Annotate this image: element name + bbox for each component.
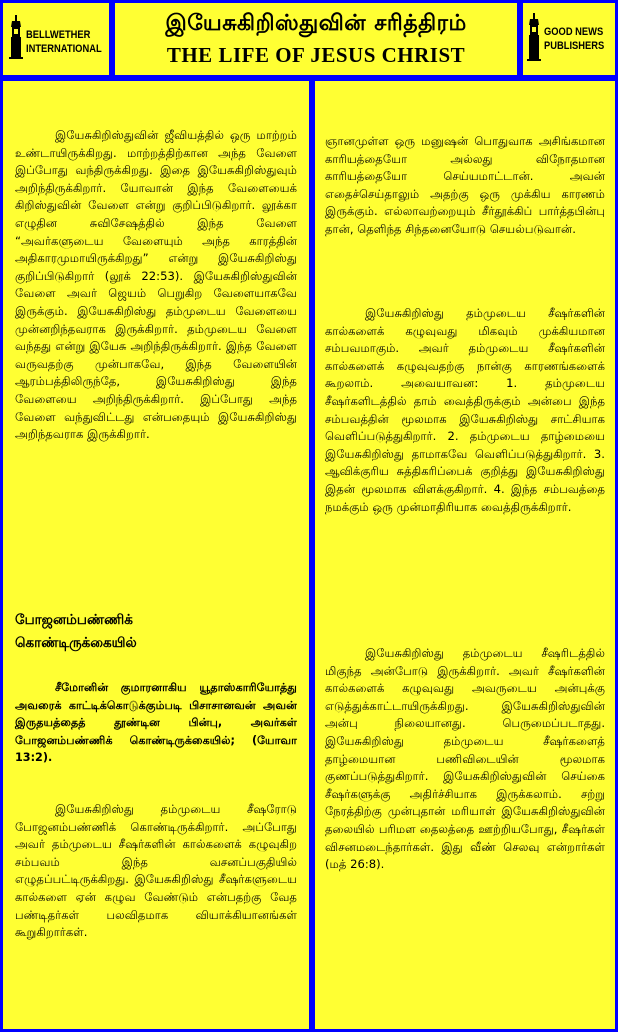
left-logo-panel (3, 3, 109, 75)
left-logo-line2: INTERNATIONAL (26, 43, 102, 55)
right-logo-panel (523, 3, 615, 75)
page-title-english: THE LIFE OF JESUS CHRIST (166, 43, 466, 67)
left-column (3, 81, 309, 1029)
bell-tower-icon (527, 13, 541, 61)
right-paragraph-2: இயேசுகிறிஸ்து தம்முடைய சீஷர்களின் கால்களைக் கழுவுவது மிகவும் முக்கியமான சம்பவமாகும். அவர் தம்முடைய சீஷர்களின் கால்களைக் கழுவுவதற்கு நான்கு காரணங்களைக் கூறலாம். அவையாவன: 1. தம்முடைய சீஷர்களிடத்தில் தாம் வைத்திருக்கும் அன்பை இந்த சம்பவத்தின் மூலமாக இயேசுகிறிஸ்து சாட்சியாக வெளிப்படுத்துகிறார். 2. தம்முடைய தாழ்மையை இயேசுகிறிஸ்து தாமாகவே வெளிப்படுத்துகிறார். 3. ஆவிக்குரிய சுத்திகரிப்பைக் குறித்து இயேசுகிறிஸ்து இதன் மூலமாக விளக்குகிறார். 4. இந்த சம்பவத்தை நமக்கும் ஒரு முன்மாதிரியாக வைத்திருக்கிறார். (325, 306, 605, 514)
right-paragraph-3: இயேசுகிறிஸ்து தம்முடைய சீஷரிடத்தில் மிகுந்த அன்போடு இருக்கிறார். அவர் சீஷர்களின் கால்களைக் கழுவுவது அவருடைய அன்புக்கு எடுத்துக்காட்டாயிருக்கிறது. இயேசுகிறிஸ்துவின் அன்பு நிலையானது. பெருமைப்படாதது. இயேசுகிறிஸ்து தம்முடைய சீஷர்களைத் தாழ்மையான பணிவிடையின் மூலமாக குணப்படுத்துகிறார். இயேசுகிறிஸ்துவின் செய்கை சீஷர்களுக்கு அதிர்ச்சியாக இருக்கலாம். சற்று நேரத்திற்கு முன்புதான் மரியாள் இயேசுகிறிஸ்துவின் தலையில் பரிமள தைலத்தை ஊற்றியபோது, சீஷர்கள் விசனமடைந்தார்கள். இது வீண் செலவு என்றார்கள் (மத் 26:8). (325, 646, 605, 872)
right-logo-line2: PUBLISHERS (544, 40, 605, 52)
page-title-tamil: இயேசுகிறிஸ்துவின் சரித்திரம் (165, 11, 467, 36)
section-heading: போஜனம்பண்ணிக் கொண்டிருக்கையில் (15, 612, 137, 651)
left-paragraph-1: இயேசுகிறிஸ்துவின் ஜீவியத்தில் ஒரு மாற்றம் உண்டாயிருக்கிறது. மாற்றத்திற்கான அந்த வேளை இப்போது வந்திருக்கிறது. இதை இயேசுகிறிஸ்துவும் அறிந்திருக்கிறார். யோவான் இந்த வேளையைக் கிறிஸ்துவின் வேளை என்று குறிப்பிடுகிறார். லூக்கா எழுதின சுவிசேஷத்தில் இந்த வேளை “அவர்களுடைய வேளையும் அந்த காரத்தின் அதிகாரமுமாயிருக்கிறது” என்று இயேசுகிறிஸ்து குறிப்பிடுகிறார் (லூக் 22:53). இயேசுகிறிஸ்துவின் வேளை அவர் ஜெயம் பெறுகிற வேளையாகவே இருக்கும். இயேசுகிறிஸ்து தம்முடைய வேளையை முன்னறிந்தவராக இருக்கிறார். தம்முடைய வேளை வந்தது என்று இயேசு அறிந்திருக்கிறார். இந்த வேளை வருவதற்கு முன்பாகவே, இந்த வேளையின் ஆரம்பத்திலிருந்தே, இயேசுகிறிஸ்து இந்த வேளையை அறிந்திருக்கிறார். இப்போது அந்த வேளை வந்துவிட்டது என்பதையும் இயேசுகிறிஸ்து அறிந்தவராக இருக்கிறார். (15, 128, 297, 442)
good-news-logo (527, 13, 615, 61)
left-paragraph-2: இயேசுகிறிஸ்து தம்முடைய சீஷரோடு போஜனம்பண்ணிக் கொண்டிருக்கிறார். அப்போது அவர் தம்முடைய சீஷர்களின் கால்களைக் கழுவுகிற சம்பவம் இந்த வசனப்பகுதியில் எழுதப்பட்டிருக்கிறது. இயேசுகிறிஸ்து சீஷர்களுடைய கால்களை ஏன் கழுவ வேண்டும் என்பதற்கு வேத பண்டிதர்கள் பலவிதமாக வியாக்கியானங்கள் கூறுகிறார்கள். (15, 802, 297, 940)
scripture-verse: சீமோனின் குமாரனாகிய யூதாஸ்காரியோத்து அவரைக் காட்டிக்கொடுக்கும்படி பிசாசானவன் அவன் இருதயத்தைத் தூண்டின பின்பு, அவர்கள் போஜனம்பண்ணிக் கொண்டிருக்கையில்; (யோவா 13:2). (15, 681, 297, 765)
bell-tower-icon (9, 15, 23, 59)
right-paragraph-1: ஞானமுள்ள ஒரு மனுஷன் பொதுவாக அசிங்கமான காரியத்தையோ அல்லது விநோதமான காரியத்தையோ செய்யமாட்டான். அவன் எதைச்செய்தாலும் அதற்கு ஒரு முக்கிய காரணம் இருக்கும். எல்லாவற்றையும் சீர்தூக்கிப் பார்த்தபின்பு தான், தெளிந்த சிந்தனையோடு செயல்படுவான். (325, 134, 605, 236)
right-column (315, 81, 615, 1029)
right-logo-line1: GOOD NEWS (544, 26, 604, 38)
left-logo-line1: BELLWETHER (26, 29, 91, 41)
title-panel (115, 3, 517, 75)
bellwether-logo (9, 15, 115, 59)
